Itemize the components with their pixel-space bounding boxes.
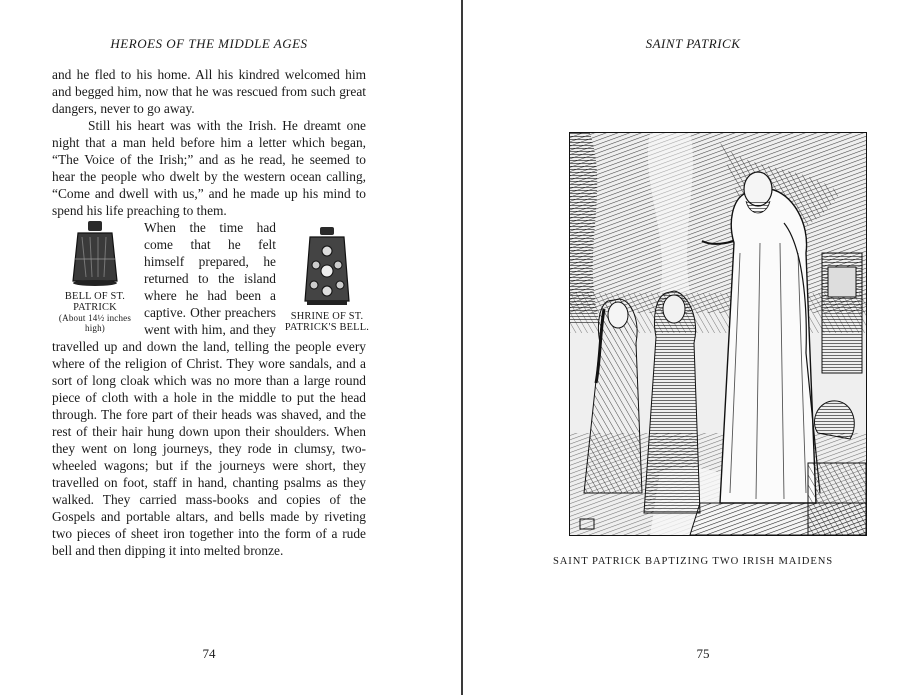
bell-figure <box>52 219 138 333</box>
shrine-caption: SHRINE OF ST. PATRICK'S BELL. <box>284 311 370 333</box>
paragraph-1: and he fled to his home. All his kindred welcomed him and begged him, now that he was rescued from such great dangers, never to go away. <box>52 67 366 116</box>
paragraph-2 <box>52 117 366 219</box>
paragraph-2-text: Still his heart was with the Irish. He dreamt one night that a man held before him a letter which began, “The Voice of the Irish;” and as he read, he seemed to hear the people who dwelt by the western ocean calling, “Come and dwell with us,” and he made up his mind to spend his life preaching to them. <box>52 118 366 218</box>
bell-note: (About 14½ inches high) <box>58 313 132 333</box>
bell-illustration <box>68 219 122 287</box>
folio-left: 74 <box>202 646 216 661</box>
bell-caption: BELL OF ST. PATRICK <box>64 291 126 313</box>
running-head-left: HEROES OF THE MIDDLE AGES <box>110 36 308 51</box>
shrine-illustration <box>302 225 352 307</box>
right-page <box>463 0 924 695</box>
running-head-right: SAINT PATRICK <box>645 36 741 51</box>
paragraph-3-text: When the time had come that he felt himself prepared, he returned to the island where he had been a captive. Other preachers went with him, and they travelled up and down the land, telling the people every where of the religion of Christ. They wore sandals, and a sort of long cloak which was no more than a large round piece of cloth with a hole in the middle to put the head through. The fore part of their heads was shaved, and the rest of their hair hung down upon their shoulders. When they went on long journeys, they rode in clumsy, two-wheeled wagons; but if the journeys were short, they travelled on foot, staff in hand, chanting psalms as they walked. They carried mass-books and copies of the Gospels and portable altars, and bells made by riveting two pieces of sheet iron together into the form of a rude bell and then dipping it into melted bronze. <box>52 220 366 558</box>
shrine-figure <box>282 225 372 333</box>
body-text <box>52 66 370 559</box>
folio-right: 75 <box>696 646 710 661</box>
baptism-engraving <box>570 133 866 535</box>
plate-caption: SAINT PATRICK BAPTIZING TWO IRISH MAIDENS <box>552 556 834 567</box>
plate-illustration <box>569 132 867 536</box>
